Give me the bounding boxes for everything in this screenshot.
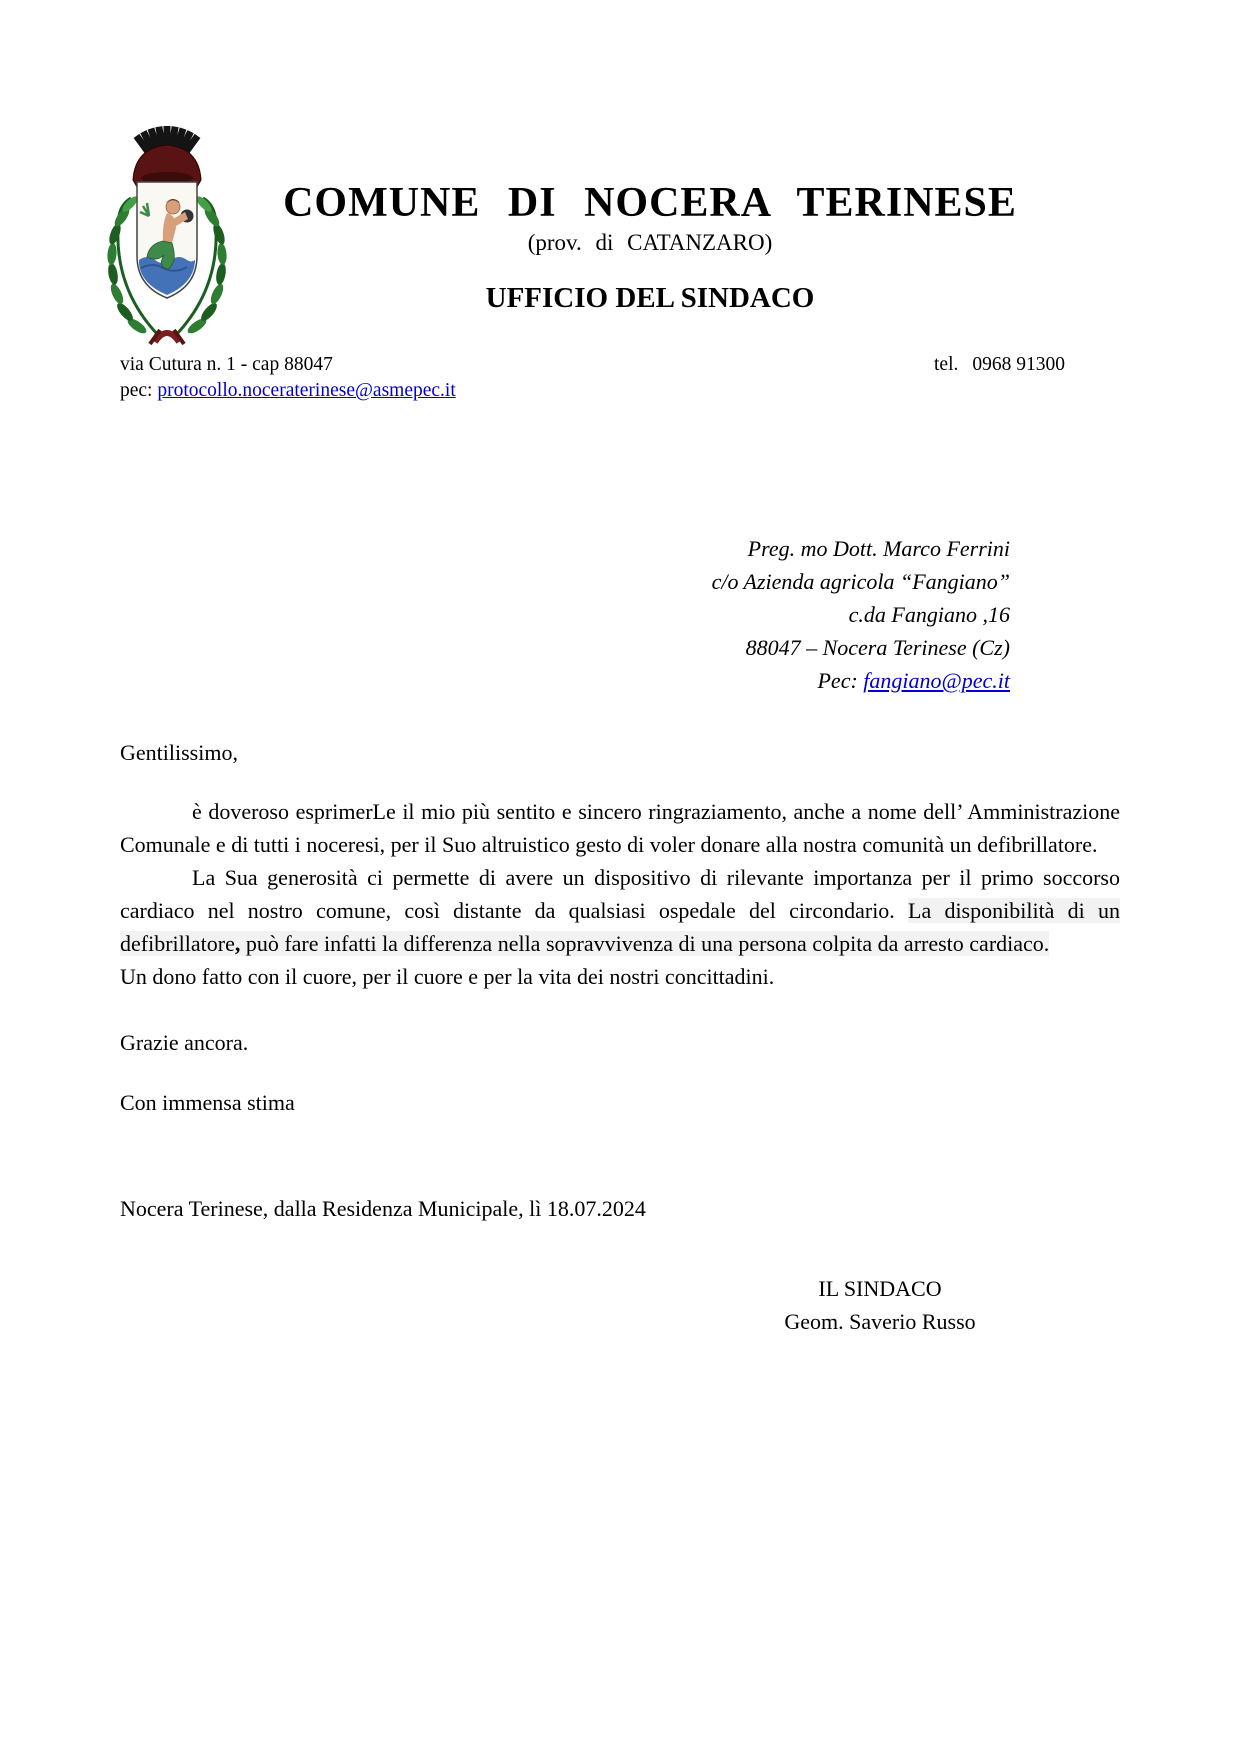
paragraph-thanks: è doveroso esprimerLe il mio più sentito e sincero ringraziamento, anche a nome dell’ Amministrazione Comunale e di tutti i noceresi, per il Suo altruistico gesto di voler donare alla nostra comunità un defibrillatore.: [120, 799, 1120, 857]
province-subtitle: (prov. di CATANZARO): [527, 230, 773, 255]
address-text: via Cutura n. 1 - cap 88047: [120, 354, 333, 375]
recipient-block: [712, 532, 1010, 697]
paragraph-gift: Un dono fatto con il cuore, per il cuore e per la vita dei nostri concittadini.: [120, 964, 775, 989]
recipient-pec-link[interactable]: fangiano@pec.it: [863, 668, 1010, 693]
highlight-part1: La disponibilità di un defibrillatore: [120, 898, 1120, 956]
bold-comma: ,: [234, 931, 241, 956]
paragraph-generosity-text: La Sua generosità ci permette di avere un dispositivo di rilevante importanza per il primo soccorso cardiaco nel nostro comune, così distante da qualsiasi ospedale del circondario.: [120, 865, 1120, 923]
contact-row: [120, 352, 1120, 377]
closing-line: Con immensa stima: [120, 1090, 295, 1115]
phone-text: [934, 352, 1065, 377]
highlight-part2: può fare infatti la differenza nella sopravvivenza di una persona colpita da arresto cardiaco.: [240, 931, 1050, 956]
salutation: Gentilissimo,: [120, 740, 238, 765]
thanks-line: Grazie ancora.: [120, 1030, 249, 1055]
recipient-company: c/o Azienda agricola “Fangiano”: [711, 569, 1010, 594]
pec-row: [120, 378, 456, 403]
recipient-name: Preg. mo Dott. Marco Ferrini: [747, 536, 1010, 561]
pec-label: pec:: [120, 380, 158, 401]
phone-number: 0968 91300: [972, 354, 1065, 375]
recipient-city: 88047 – Nocera Terinese (Cz): [745, 635, 1010, 660]
recipient-street: c.da Fangiano ,16: [848, 602, 1010, 627]
letterhead: [215, 180, 1085, 314]
paragraph-generosity: [120, 861, 1120, 960]
letter-body: [120, 736, 1120, 1338]
recipient-pec-label: Pec:: [817, 668, 864, 693]
recipient-pec: [712, 664, 1010, 697]
date-line: Nocera Terinese, dalla Residenza Municipale, lì 18.07.2024: [120, 1196, 646, 1221]
signature-title: IL SINDACO: [818, 1276, 942, 1301]
pec-email-link[interactable]: protocollo.noceraterinese@asmepec.it: [157, 380, 456, 401]
municipality-title: COMUNE DI NOCERA TERINESE: [283, 180, 1017, 226]
signature-block: [680, 1272, 1080, 1338]
phone-label: tel.: [934, 354, 959, 375]
office-title: UFFICIO DEL SINDACO: [485, 282, 815, 314]
signature-name: Geom. Saverio Russo: [784, 1309, 976, 1334]
